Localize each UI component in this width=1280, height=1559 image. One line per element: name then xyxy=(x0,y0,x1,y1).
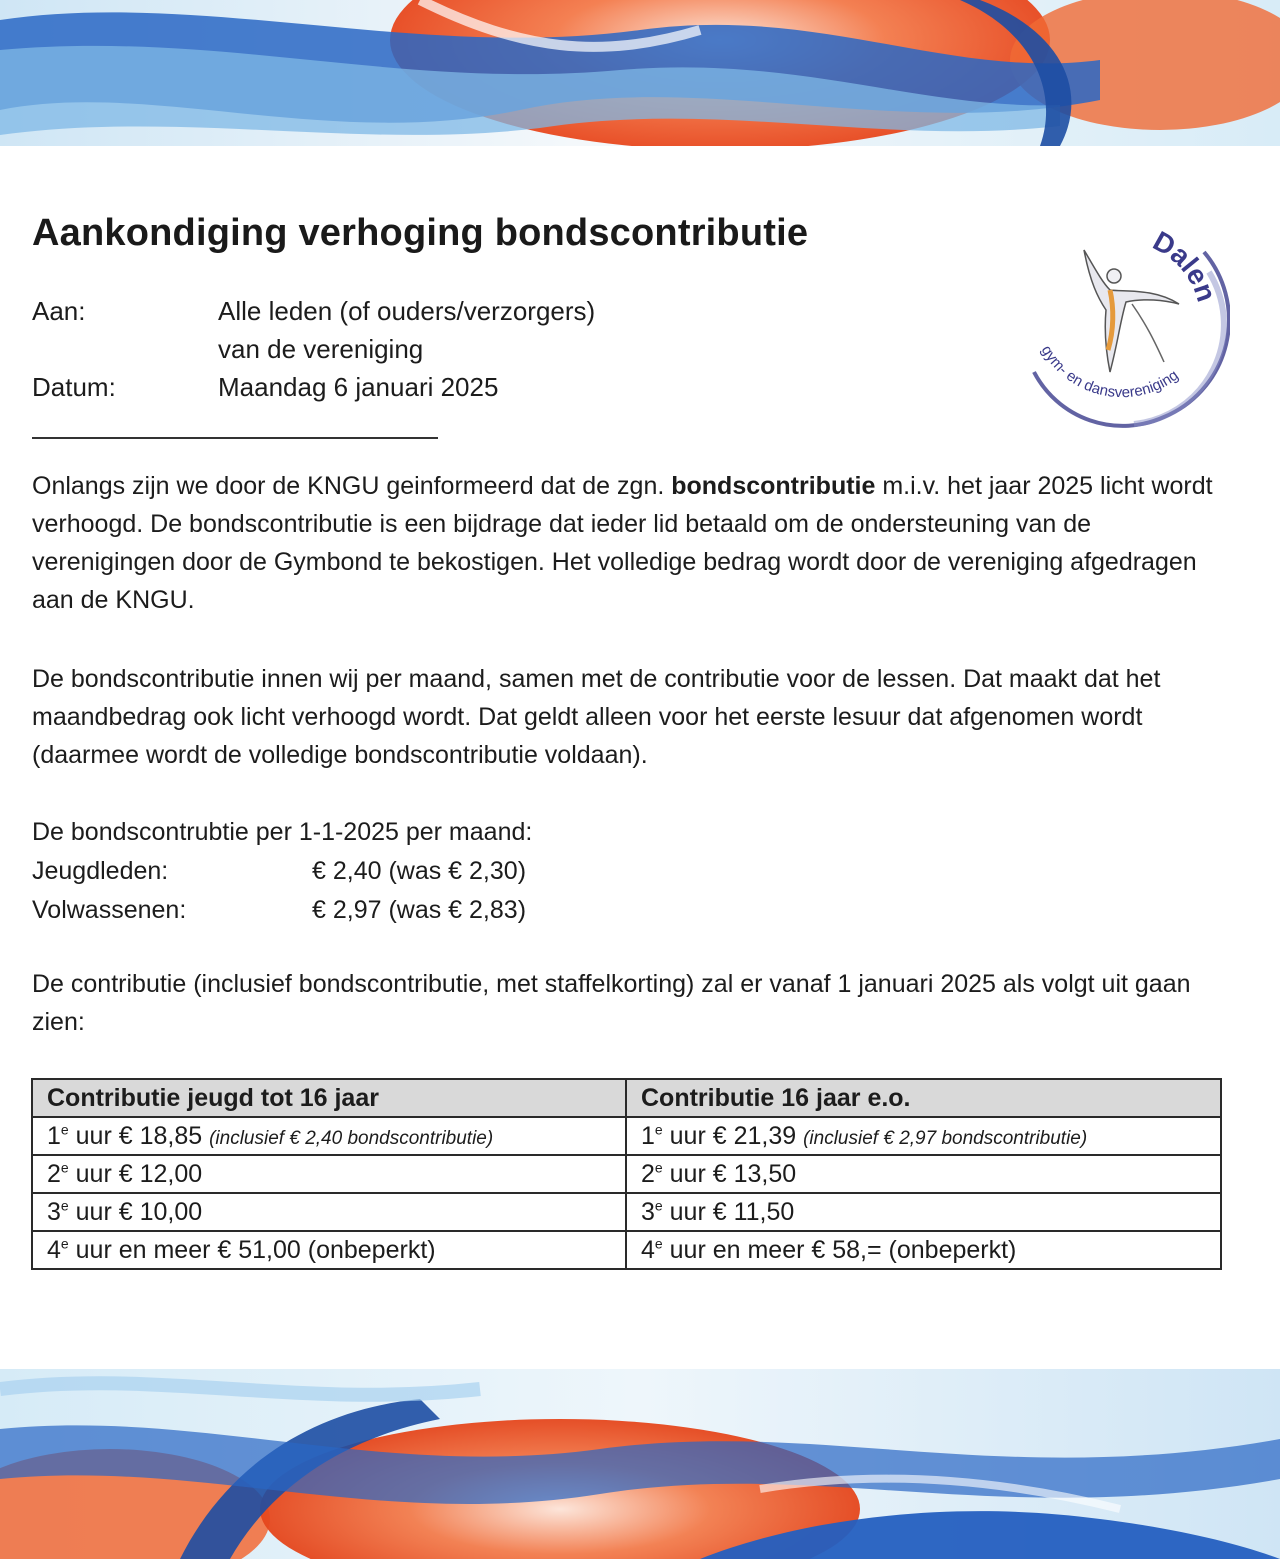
fee-cell-adult xyxy=(626,1155,1221,1193)
rate-adult-row xyxy=(32,891,732,930)
fee-text: uur € 18,85 xyxy=(68,1121,210,1150)
fee-text: uur € 12,00 xyxy=(68,1159,203,1188)
fee-cell-adult xyxy=(626,1231,1221,1269)
hour-number: 1 xyxy=(47,1121,61,1150)
rate-youth-label: Jeugdleden: xyxy=(32,857,169,885)
fee-header-youth: Contributie jeugd tot 16 jaar xyxy=(32,1079,626,1117)
ordinal-suffix: e xyxy=(60,1159,69,1176)
table-row xyxy=(32,1193,1221,1231)
date-label: Datum: xyxy=(32,372,116,402)
header-divider xyxy=(32,437,438,439)
rate-youth-value: € 2,40 (was € 2,30) xyxy=(312,857,527,885)
hour-number: 1 xyxy=(641,1121,655,1150)
fee-text: uur € 11,50 xyxy=(662,1197,795,1226)
rates-block xyxy=(32,813,732,930)
fee-text: uur € 10,00 xyxy=(68,1197,203,1226)
fee-cell-adult xyxy=(626,1193,1221,1231)
page-title: Aankondiging verhoging bondscontributie xyxy=(32,212,809,254)
fee-table xyxy=(31,1078,1222,1270)
fee-cell-adult xyxy=(626,1117,1221,1155)
intro-text-end: m.i.v. het jaar 2025 licht wordt verhoogd. De bondscontributie is een bijdrage dat ieder lid betaald om de ondersteuning van de verenigingen door de Gymbond te bekostigen. Het volledige bedrag wordt door de vereniging afgedragen aan de KNGU. xyxy=(32,472,1213,614)
hour-number: 2 xyxy=(47,1159,61,1188)
ordinal-suffix: e xyxy=(654,1235,663,1252)
logo-subtitle: gym- en dansvereniging xyxy=(1037,342,1182,402)
fee-text: uur en meer € 58,= (onbeperkt) xyxy=(662,1235,1017,1264)
fee-table-header-row xyxy=(32,1079,1221,1117)
ordinal-suffix: e xyxy=(654,1121,663,1138)
intro-text-start: Onlangs zijn we door de KNGU geinformeerd dat de zgn. xyxy=(32,472,672,500)
table-row xyxy=(32,1117,1221,1155)
intro-paragraph xyxy=(32,467,1232,619)
fee-text: uur en meer € 51,00 (onbeperkt) xyxy=(68,1235,436,1264)
hour-number: 4 xyxy=(641,1235,655,1264)
collection-paragraph: De bondscontributie innen wij per maand, samen met de contributie voor de lessen. Dat maakt dat het maandbedrag ook licht verhoogd wordt. Dat geldt alleen voor het eerste lesuur dat afgenomen wordt (daarmee wordt de volledige bondscontributie voldaan). xyxy=(32,665,1161,769)
top-swirl-banner xyxy=(0,0,1280,146)
to-value-line2: van de vereniging xyxy=(218,334,424,364)
rate-adult-label: Volwassenen: xyxy=(32,896,187,924)
date-value: Maandag 6 januari 2025 xyxy=(218,372,499,402)
bottom-swirl-banner xyxy=(0,1369,1280,1559)
ordinal-suffix: e xyxy=(60,1197,69,1214)
rate-adult-value: € 2,97 (was € 2,83) xyxy=(312,896,527,924)
table-row xyxy=(32,1231,1221,1269)
to-value-line1: Alle leden (of ouders/verzorgers) xyxy=(218,296,596,326)
fee-cell-youth xyxy=(32,1231,626,1269)
intro-bold-term: bondscontributie xyxy=(671,472,876,500)
fee-note: (inclusief € 2,97 bondscontributie) xyxy=(803,1127,1088,1149)
hour-number: 2 xyxy=(641,1159,655,1188)
ordinal-suffix: e xyxy=(654,1197,663,1214)
rate-youth-row xyxy=(32,852,732,891)
fee-cell-youth xyxy=(32,1117,626,1155)
hour-number: 4 xyxy=(47,1235,61,1264)
hour-number: 3 xyxy=(47,1197,61,1226)
fee-intro-paragraph: De contributie (inclusief bondscontributie, met staffelkorting) zal er vanaf 1 januari 2025 als volgt uit gaan zien: xyxy=(32,970,1191,1036)
fee-cell-youth xyxy=(32,1155,626,1193)
to-label: Aan: xyxy=(32,296,86,326)
fee-note: (inclusief € 2,40 bondscontributie) xyxy=(209,1127,494,1149)
fee-header-adult: Contributie 16 jaar e.o. xyxy=(626,1079,1221,1117)
ordinal-suffix: e xyxy=(60,1235,69,1252)
table-row xyxy=(32,1155,1221,1193)
ordinal-suffix: e xyxy=(60,1121,69,1138)
logo-name: Dalen xyxy=(1148,225,1223,306)
fee-cell-youth xyxy=(32,1193,626,1231)
club-logo xyxy=(1014,212,1230,428)
fee-text: uur € 21,39 xyxy=(662,1121,804,1150)
hour-number: 3 xyxy=(641,1197,655,1226)
ordinal-suffix: e xyxy=(654,1159,663,1176)
rates-heading: De bondscontrubtie per 1-1-2025 per maand: xyxy=(32,818,533,846)
fee-text: uur € 13,50 xyxy=(662,1159,797,1188)
